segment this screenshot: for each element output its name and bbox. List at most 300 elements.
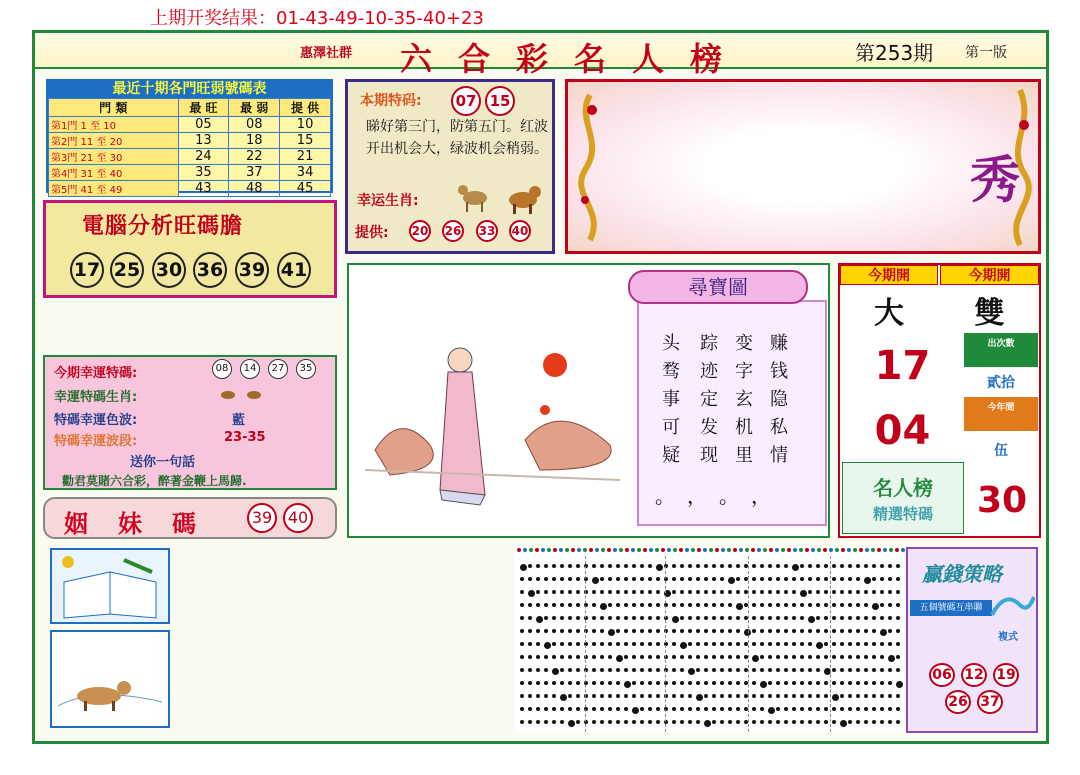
grid-dot [760,590,764,594]
grid-dot [680,577,684,581]
grid-dot [853,548,857,552]
treasure-scroll-title: 尋寶圖 [628,270,808,304]
grid-dot [763,548,767,552]
grid-dot [848,681,852,685]
grid-dot [784,590,788,594]
grid-dot [517,548,521,552]
grid-dot [792,694,796,698]
grid-dot [571,548,575,552]
grid-dot [648,590,652,594]
provide-number-ball: 40 [509,220,531,242]
grid-dot [824,720,828,724]
grid-dot [576,720,580,724]
grid-dot [544,720,548,724]
max-cell: 43 [178,181,229,197]
grid-dot [672,603,676,607]
grid-dot [688,694,692,698]
grid-dot [536,694,540,698]
grid-dot [552,577,556,581]
grid-dot [872,694,876,698]
grid-dot [568,577,572,581]
grid-dot [553,548,557,552]
grid-dot [673,548,677,552]
grid-dot [667,548,671,552]
grid-dot [704,668,708,672]
grid-dot [640,564,644,568]
grid-dot [624,629,628,633]
grid-dot [792,603,796,607]
grid-dot [600,577,604,581]
grid-dot [592,720,596,724]
grid-dot [800,668,804,672]
grid-dot [656,603,660,607]
grid-dot [720,603,724,607]
grid-dot [888,655,895,662]
grid-dot [696,590,700,594]
grid-dot [560,655,564,659]
min-cell: 18 [229,133,280,149]
grid-dot [760,668,764,672]
grid-dot [712,577,716,581]
special-number-ball: 07 [451,86,481,116]
strategy-number-ball: 06 [929,663,955,687]
grid-dot [632,603,636,607]
grid-dot [832,655,836,659]
stats-table [48,98,331,197]
lucky-number-ball: 27 [268,359,288,379]
grid-dot [648,616,652,620]
grid-dot [632,720,636,724]
grid-dot [619,548,623,552]
grid-dot [640,720,644,724]
grid-dot [896,655,900,659]
grid-dot [832,603,836,607]
grid-dot [640,707,644,711]
grid-dot [600,707,604,711]
grid-dot [576,564,580,568]
grid-dot [696,681,700,685]
gate-cell: 第4門 31 至 40 [49,165,179,181]
tiger-drawing-icon [54,636,166,724]
grid-dot [680,655,684,659]
grid-dot [816,681,820,685]
grid-dot [728,668,732,672]
grid-dot [560,720,564,724]
edition-label: 第一版 [965,45,1007,61]
grid-dot [640,629,644,633]
grid-dot [817,548,821,552]
grid-dot [648,577,652,581]
grid-dot [800,603,804,607]
grid-dot [712,564,716,568]
grid-dot [704,707,708,711]
grid-dot [704,655,708,659]
grid-dot [624,564,628,568]
grid-dot [528,720,532,724]
grid-dot [576,681,580,685]
grid-dot [608,564,612,568]
grid-dot [720,707,724,711]
grid-dot [832,590,836,594]
fame-number: 30 [976,480,1028,521]
grid-dot [864,616,868,620]
grid-dot [536,720,540,724]
grid-dot [720,642,724,646]
grid-dot [608,616,612,620]
grid-dot [608,707,612,711]
grid-dot [680,590,684,594]
sister-code-label: 姻妹碼 [64,509,226,538]
fame-title: 名人榜 [873,476,933,500]
grid-dot [840,707,844,711]
grid-dot [808,629,812,633]
grid-dot [776,720,780,724]
grid-dot [528,694,532,698]
grid-dot [552,707,556,711]
year-tag: 今年間 [964,397,1038,431]
grid-dot [720,655,724,659]
grid-dot [685,548,689,552]
grid-dot [792,707,796,711]
grid-dot [727,548,731,552]
grid-dot [880,655,884,659]
grid-dot [768,629,772,633]
grid-dot [592,629,596,633]
table-row [49,165,331,181]
table-row [49,181,331,197]
grid-dot [520,720,524,724]
grid-dot [816,694,820,698]
grid-dot [888,707,892,711]
grid-dot [680,642,687,649]
grid-dot [624,694,628,698]
grid-dot [568,590,572,594]
grid-dot [688,590,692,594]
grid-dot [704,629,708,633]
verse-column: 赚 钱 隐 私 情 [770,333,788,466]
grid-dot [712,642,716,646]
grid-dot [856,642,860,646]
grid-dot [832,694,839,701]
number-ball: 25 [110,252,144,288]
grid-dot [655,548,659,552]
lucky-special-label: 今期幸運特碼: [54,366,138,381]
grid-dot [784,655,788,659]
max-cell: 24 [178,149,229,165]
grid-dot [704,616,708,620]
grid-dot [680,603,684,607]
grid-dot [824,681,828,685]
grid-dot [672,577,676,581]
grid-dot [576,590,580,594]
grid-dot [544,590,548,594]
grid-dot [592,707,596,711]
number-ball: 17 [70,252,104,288]
grid-dot [536,668,540,672]
count-value-2: 04 [874,408,931,454]
grid-dot [544,577,548,581]
grid-dot [888,720,892,724]
grid-dot [697,548,701,552]
gate-cell: 第2門 11 至 20 [49,133,179,149]
book-icon [54,552,166,620]
give-cell: 45 [280,181,331,197]
grid-dot [640,616,644,620]
grid-dot [696,720,700,724]
grid-dot [736,707,740,711]
grid-dot [760,655,764,659]
grid-dot [728,681,732,685]
grid-dot [624,577,628,581]
grid-dot [864,642,868,646]
grid-dot [600,629,604,633]
grid-dot [784,681,788,685]
gate-cell: 第5門 41 至 49 [49,181,179,197]
special-number-ball: 15 [485,86,515,116]
grid-dot [792,616,796,620]
grid-dot [544,681,548,685]
grid-dot [768,616,772,620]
grid-dot [856,655,860,659]
grid-dot [760,707,764,711]
grid-dot [568,655,572,659]
grid-dot [848,577,852,581]
grid-dot [552,629,556,633]
grid-dot [709,548,713,552]
grid-dot [888,603,892,607]
grid-dot [568,720,575,727]
grid-dot [608,603,612,607]
grid-dot [728,564,732,568]
grid-dot [704,603,708,607]
grid-dot [776,707,780,711]
grid-dot [712,616,716,620]
table-row [49,149,331,165]
grid-dot [640,642,644,646]
grid-dot [577,548,581,552]
grid-dot [848,720,852,724]
grid-dot [792,590,796,594]
grid-dot [864,577,871,584]
grid-dot [560,668,564,672]
grid-dot [544,694,548,698]
grid-dot [715,548,719,552]
grid-dot [568,694,572,698]
grid-dot [616,590,620,594]
grid-dot [896,668,900,672]
grid-dot [600,590,604,594]
column-header: 門 類 [49,99,179,117]
column-header: 最 弱 [229,99,280,117]
grid-dot [792,577,796,581]
grid-dot [704,694,708,698]
grid-dot [832,629,836,633]
grid-dot [776,616,780,620]
grid-dot [896,603,900,607]
grid-dot [608,694,612,698]
grid-dot [824,707,828,711]
lucky-number-ball: 14 [240,359,260,379]
grid-dot [888,642,892,646]
grid-dot [841,548,845,552]
grid-dot [547,548,551,552]
grid-dot [632,642,636,646]
page-title: 六合彩名人榜 [400,40,749,78]
grid-dot [680,616,684,620]
grid-dot [640,603,644,607]
grid-dot [616,668,620,672]
grid-dot [559,548,563,552]
grid-dot [648,629,652,633]
grid-dot [544,616,548,620]
grid-dot [848,668,852,672]
grid-dot [856,629,860,633]
grid-dot [680,564,684,568]
grid-dot [568,642,572,646]
grid-dot [835,548,839,552]
grid-dot [728,616,732,620]
grid-dot [896,642,900,646]
grid-dot [768,720,772,724]
max-cell: 05 [178,117,229,133]
grid-dot [624,655,628,659]
number-ball: 30 [152,252,186,288]
grid-dot [728,707,732,711]
count-tag: 出次數 [964,333,1038,367]
lucky-color-value: 藍 [232,413,246,428]
grid-dot [704,642,708,646]
grid-dot [848,603,852,607]
grid-dot [776,590,780,594]
min-cell: 22 [229,149,280,165]
grid-dot [808,590,812,594]
grid-dot [752,590,756,594]
grid-dot [736,694,740,698]
grid-dot [523,548,527,552]
grid-dot [896,564,900,568]
grid-dot [616,694,620,698]
grid-dot [544,668,548,672]
grid-dot [888,577,892,581]
grid-dot [688,642,692,646]
grid-dot [712,590,716,594]
grid-dot [848,642,852,646]
grid-dot [688,668,695,675]
grid-dot [624,603,628,607]
grid-dot [784,694,788,698]
grid-dot [880,681,884,685]
grid-dot [520,655,524,659]
grid-dot [528,642,532,646]
gate-cell: 第1門 1 至 10 [49,117,179,133]
grid-dot [536,707,540,711]
grid-dot [840,681,844,685]
grid-dot [680,720,684,724]
strategy-number-ball: 26 [945,690,971,714]
strategy-mode: 複式 [998,632,1018,643]
grid-dot [704,590,708,594]
grid-dot [552,616,556,620]
grid-dot [751,548,755,552]
grid-dot [800,577,804,581]
grid-dot [752,642,756,646]
grid-dot [712,707,716,711]
grid-dot [768,668,772,672]
grid-dot [600,720,604,724]
grid-dot [696,629,700,633]
give-cell: 21 [280,149,331,165]
wave-icon [990,585,1035,625]
grid-dot [840,603,844,607]
table-header-row [49,99,331,117]
grid-dot [880,616,884,620]
grid-dot [832,577,836,581]
lucky-zodiac-row: 幸運特碼生肖: [54,390,138,405]
grid-dot [672,564,676,568]
grid-dot [656,629,660,633]
grid-dot [632,668,636,672]
grid-dot [616,629,620,633]
grid-dot [864,694,868,698]
min-cell: 08 [229,117,280,133]
grid-dot [800,564,804,568]
grid-dot [520,629,524,633]
current-open-header: 今期開 [940,265,1039,285]
grid-dot [592,590,596,594]
grid-dot [840,616,844,620]
grid-dot [640,694,644,698]
grid-dot [624,720,628,724]
grid-dot [544,629,548,633]
grid-dot [752,603,756,607]
verse-column: 踪 迹 定 发 现 [700,333,718,466]
grid-dot [552,564,556,568]
grid-dot [769,548,773,552]
sister-number-ball: 39 [247,503,277,533]
grid-dot [840,590,844,594]
grid-dot [712,694,716,698]
grid-dot [872,655,876,659]
grid-dot [865,548,869,552]
grid-dot [631,548,635,552]
grid-dot [752,616,756,620]
grid-dot [808,577,812,581]
grid-dot [888,564,892,568]
grid-dot [672,655,676,659]
grid-dot [736,655,740,659]
grid-dot [840,629,844,633]
grid-dot [576,707,580,711]
grid-dot [656,577,660,581]
grid-dot [792,681,796,685]
grid-dot [568,603,572,607]
grid-dot [784,707,788,711]
grid-dot [776,629,780,633]
saying-text: 勸君莫賭六合彩，醉著金鞭上馬歸. [62,474,247,488]
grid-dot [520,577,524,581]
grid-dot [848,616,852,620]
last-draw-result: 上期开奖结果：01-43-49-10-35-40+23 [150,8,484,29]
grid-dot [520,681,524,685]
grid-dot [600,564,604,568]
grid-dot [544,642,551,649]
grid-dot [640,577,644,581]
grid-dot [656,590,660,594]
grid-dot [736,616,740,620]
grid-dot [648,707,652,711]
grid-dot [816,603,820,607]
grid-dot [895,548,899,552]
